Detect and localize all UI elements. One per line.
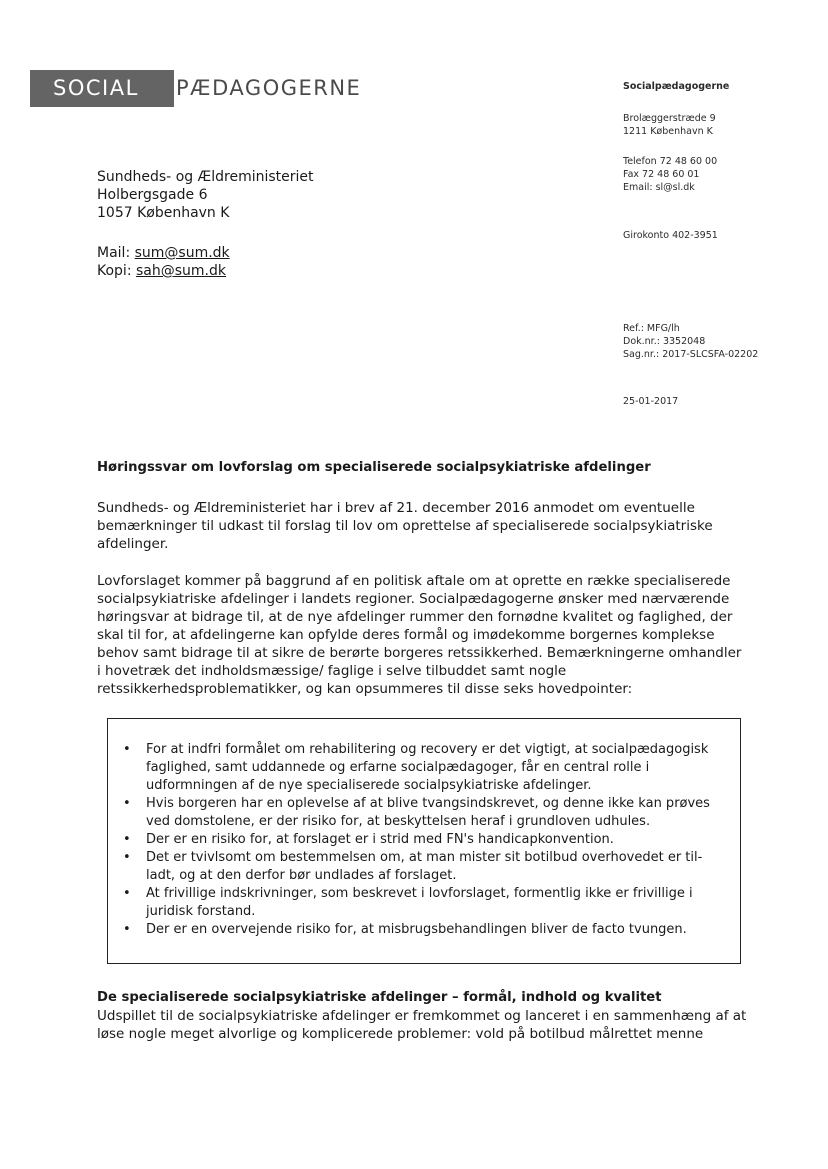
- bullet-icon: •: [123, 832, 131, 847]
- paragraph-3: Udspillet til de socialpsykiatriske afdelinger er fremkommet og lanceret i en sammenhæng af at løse nogle meget alvorlige og komplicerede problemer: vold på botilbud målrettet menne: [97, 1008, 747, 1042]
- bullet-icon: •: [123, 886, 131, 901]
- bullet-item: [120, 831, 720, 849]
- bullet-text: Der er en risiko for, at forslaget er i strid med FN's handicapkonvention.: [146, 832, 614, 847]
- case-number: Sag.nr.: 2017-SLCSFA-02202: [623, 349, 759, 360]
- summary-box: [107, 718, 741, 964]
- bullet-text: For at indfri formålet om rehabilitering og recovery er det vigtigt, at socialpædagogisk faglighed, samt uddannede og erfarne socialpædagoger, får en central rolle i udformningen af de nye specialiserede socialpsykiatriske afdelinger.: [146, 742, 709, 793]
- letter-date: 25-01-2017: [623, 396, 679, 407]
- bullet-icon: •: [123, 922, 131, 937]
- bullet-text: Hvis borgeren har en oplevelse af at blive tvangsindskrevet, og denne ikke kan prøves ved domstolene, er der risiko for, at beskyttelsen heraf i grundloven udhules.: [146, 796, 710, 829]
- bullet-item: [120, 795, 720, 831]
- bullet-text: At frivillige indskrivninger, som beskrevet i lovforslaget, formentlig ikke er frivillige i juridisk forstand.: [146, 886, 693, 919]
- sender-email: Email: sl@sl.dk: [623, 182, 695, 193]
- section-heading: De specialiserede socialpsykiatriske afdelinger – formål, indhold og kvalitet: [97, 990, 662, 1005]
- document-number: Dok.nr.: 3352048: [623, 336, 706, 347]
- bullet-icon: •: [123, 796, 131, 811]
- bullet-item: [120, 741, 720, 795]
- organization-logo: [30, 70, 361, 107]
- bullet-icon: •: [123, 850, 131, 865]
- bullet-item: [120, 849, 720, 885]
- sender-giro: Girokonto 402-3951: [623, 230, 718, 241]
- recipient-address: [97, 168, 314, 222]
- copy-line: [97, 262, 230, 280]
- logo-social-text: SOCIAL: [30, 70, 174, 107]
- logo-paedagogerne-text: PÆDAGOGERNE: [176, 76, 362, 100]
- reference: Ref.: MFG/lh: [623, 323, 680, 334]
- paragraph-2: Lovforslaget kommer på baggrund af en politisk aftale om at oprette en række specialiserede socialpsykiatriske afdelinger i landets regioner. Socialpædagogerne ønsker med nærværende høringsvar at bidrage til, at de nye afdelinger rummer den fornødne kvalitet og faglighed, der skal til for, at afdelingerne kan opfylde deres formål og imødekomme borgernes komplekse behov samt bidrage til at sikre de berørte borgeres retssikkerhed. Bemærkningerne omhandler i hovetræk det indholdsmæssige/ faglige i selve tilbuddet samt nogle retssikkerhedsproblematikker, og kan opsummeres til disse seks hovedpointer:: [97, 573, 742, 697]
- sender-street: Brolæggerstræde 9: [623, 113, 716, 124]
- recipient-line-3: 1057 København K: [97, 205, 230, 221]
- sender-name: Socialpædagogerne: [623, 81, 730, 92]
- summary-bullet-list: [120, 741, 720, 939]
- sender-fax: Fax 72 48 60 01: [623, 169, 700, 180]
- recipient-line-2: Holbergsgade 6: [97, 187, 208, 203]
- paragraph-1: Sundheds- og Ældreministeriet har i brev af 21. december 2016 anmodet om eventuelle bemærkninger til udkast til forslag til lov om oprettelse af specialiserede socialpsykiatriske afdelinger.: [97, 500, 713, 552]
- bullet-item: [120, 921, 720, 939]
- copy-label: Kopi:: [97, 263, 136, 279]
- mail-link[interactable]: sum@sum.dk: [134, 245, 230, 261]
- sender-phone: Telefon 72 48 60 00: [623, 156, 718, 167]
- recipient-line-1: Sundheds- og Ældreministeriet: [97, 169, 314, 185]
- bullet-text: Der er en overvejende risiko for, at misbrugsbehandlingen bliver de facto tvungen.: [146, 922, 687, 937]
- mail-label: Mail:: [97, 245, 135, 261]
- sender-city: 1211 København K: [623, 126, 713, 137]
- mail-block: [97, 244, 230, 280]
- mail-line: [97, 244, 230, 262]
- bullet-text: Det er tvivlsomt om bestemmelsen om, at man mister sit botilbud overhovedet er til-ladt, og at den derfor bør undlades af forslaget.: [146, 850, 703, 883]
- bullet-icon: •: [123, 742, 131, 757]
- bullet-item: [120, 885, 720, 921]
- letter-title: Høringssvar om lovforslag om specialiserede socialpsykiatriske afdelinger: [97, 460, 651, 475]
- copy-link[interactable]: sah@sum.dk: [136, 263, 226, 279]
